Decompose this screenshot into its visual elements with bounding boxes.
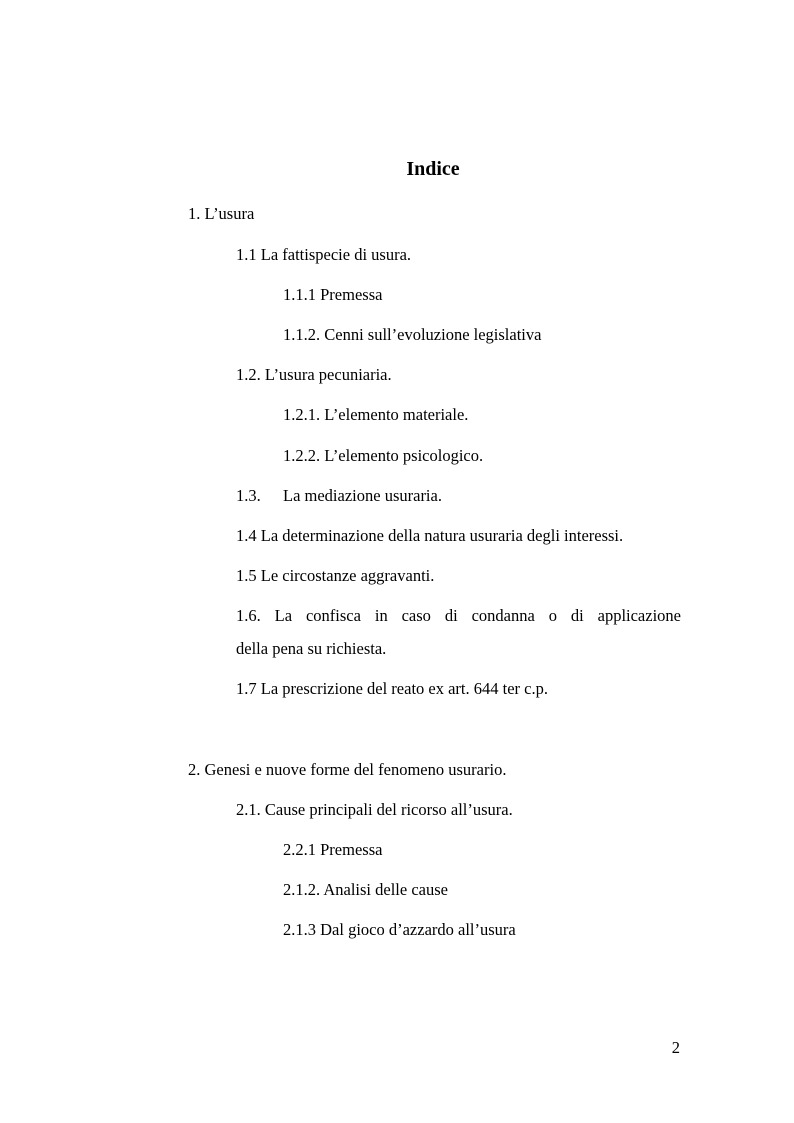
toc-entry-1-2-2: 1.2.2. L’elemento psicologico. [283, 446, 484, 465]
toc-entry-1-7: 1.7 La prescrizione del reato ex art. 644 ter c.p. [236, 679, 548, 698]
toc-entry-2-2-1: 2.2.1 Premessa [283, 840, 383, 859]
page-number: 2 [671, 1038, 680, 1057]
toc-entry-2-1-3: 2.1.3 Dal gioco d’azzardo all’usura [283, 920, 516, 939]
toc-entry-1-3 [236, 486, 442, 506]
toc-entry-1-2: 1.2. L’usura pecuniaria. [236, 365, 392, 384]
toc-entry-1-5: 1.5 Le circostanze aggravanti. [236, 566, 435, 585]
toc-entry-1-4: 1.4 La determinazione della natura usuraria degli interessi. [236, 526, 624, 545]
toc-entry-1-6-line2: della pena su richiesta. [236, 639, 387, 658]
toc-entry-2-1: 2.1. Cause principali del ricorso all’usura. [236, 800, 513, 819]
toc-entry-1-6-line1: 1.6. La confisca in caso di condanna o di applicazione [236, 606, 681, 625]
toc-entry-1-3-number: 1.3. [236, 486, 261, 505]
toc-entry-1-1-1: 1.1.1 Premessa [283, 285, 383, 304]
toc-entry-2: 2. Genesi e nuove forme del fenomeno usurario. [188, 760, 507, 779]
toc-entry-2-1-2: 2.1.2. Analisi delle cause [283, 880, 448, 899]
page-title: Indice [406, 158, 460, 180]
toc-entry-1-3-text: La mediazione usuraria. [283, 486, 442, 505]
toc-entry-1-1: 1.1 La fattispecie di usura. [236, 245, 412, 264]
toc-entry-1-1-2: 1.1.2. Cenni sull’evoluzione legislativa [283, 325, 542, 344]
toc-entry-1: 1. L’usura [188, 204, 255, 223]
toc-entry-1-2-1: 1.2.1. L’elemento materiale. [283, 405, 469, 424]
